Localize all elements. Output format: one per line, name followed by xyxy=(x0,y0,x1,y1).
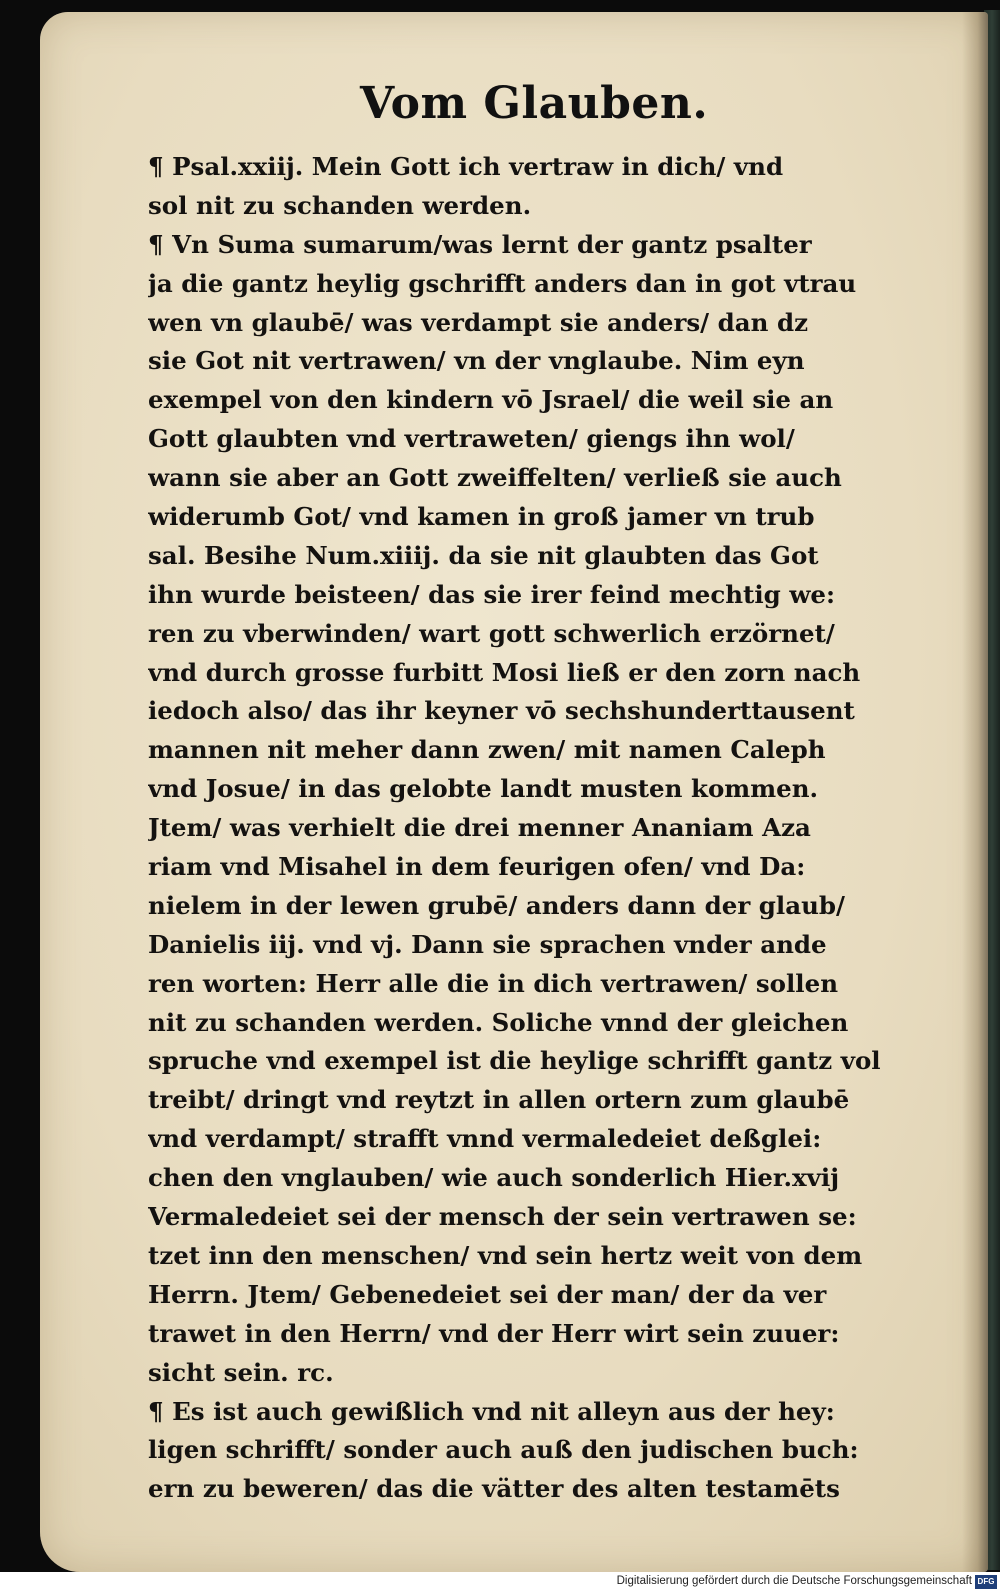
body-text xyxy=(148,148,928,1509)
text-line: spruche vnd exempel ist die heylige schrifft gantz vol xyxy=(148,1046,881,1076)
text-line: exempel von den kindern vō Jsrael/ die weil sie an xyxy=(148,385,834,415)
text-line: Herrn. Jtem/ Gebenedeiet sei der man/ der da ver xyxy=(148,1279,827,1309)
text-line: Danielis iij. vnd vj. Dann sie sprachen vnder ande xyxy=(148,929,827,959)
text-line: Gott glaubten vnd vertraweten/ giengs ihn wol/ xyxy=(148,424,795,454)
text-line: iedoch also/ das ihr keyner vō sechshunderttausent xyxy=(148,696,855,726)
text-line: widerumb Got/ vnd kamen in groß jamer vn trub xyxy=(148,502,815,532)
text-line: wann sie aber an Gott zweiffelten/ verließ sie auch xyxy=(148,463,842,493)
text-line: vnd durch grosse furbitt Mosi ließ er den zorn nach xyxy=(148,657,861,687)
text-line: ligen schrifft/ sonder auch auß den judischen buch: xyxy=(148,1435,859,1465)
page-gutter-shadow xyxy=(962,12,988,1572)
text-line: nit zu schanden werden. Soliche vnnd der gleichen xyxy=(148,1007,849,1037)
text-line: ¶ Psal.xxiij. Mein Gott ich vertraw in dich/ vnd xyxy=(148,152,784,181)
text-line: chen den vnglauben/ wie auch sonderlich Hier.xvij xyxy=(148,1163,840,1193)
footer-bar xyxy=(0,1572,1000,1594)
text-line: sicht sein. rc. xyxy=(148,1357,334,1387)
text-line: treibt/ dringt vnd reytzt in allen ortern zum glaubē xyxy=(148,1085,850,1115)
text-line: sal. Besihe Num.xiiij. da sie nit glaubten das Got xyxy=(148,540,819,570)
text-line: sie Got nit vertrawen/ vn der vnglaube. Nim eyn xyxy=(148,346,805,376)
text-line: ihn wurde beisteen/ das sie irer feind mechtig we: xyxy=(148,579,836,609)
text-line: ja die gantz heylig gschrifft anders dan in got vtrau xyxy=(148,268,857,298)
funding-credit: Digitalisierung gefördert durch die Deutsche Forschungsgemeinschaft xyxy=(616,1575,972,1587)
text-line: sol nit zu schanden werden. xyxy=(148,190,532,220)
dfg-logo-icon: DFG xyxy=(975,1575,997,1589)
text-line: ren worten: Herr alle die in dich vertrawen/ sollen xyxy=(148,968,839,998)
text-line: vnd verdampt/ strafft vnnd vermaledeiet deßglei: xyxy=(148,1124,822,1154)
text-line: nielem in der lewen grubē/ anders dann der glaub/ xyxy=(148,890,845,920)
text-line: Vermaledeiet sei der mensch der sein vertrawen se: xyxy=(148,1202,857,1232)
text-line: tzet inn den menschen/ vnd sein hertz weit von dem xyxy=(148,1240,863,1270)
text-line: wen vn glaubē/ was verdampt sie anders/ dan dz xyxy=(148,307,809,337)
text-line: ern zu beweren/ das die vätter des alten testamēts xyxy=(148,1474,840,1504)
text-line: trawet in den Herrn/ vnd der Herr wirt sein zuuer: xyxy=(148,1318,840,1348)
text-line: ren zu vberwinden/ wart gott schwerlich erzörnet/ xyxy=(148,618,835,648)
text-line: ¶ Vn Suma sumarum/was lernt der gantz psalter xyxy=(148,229,812,259)
text-line: mannen nit meher dann zwen/ mit namen Caleph xyxy=(148,735,826,765)
text-line: Jtem/ was verhielt die drei menner Ananiam Aza xyxy=(148,813,811,843)
text-line: riam vnd Misahel in dem feurigen ofen/ vnd Da: xyxy=(148,852,806,882)
text-line: vnd Josue/ in das gelobte landt musten kommen. xyxy=(148,774,819,804)
page-heading: Vom Glauben. xyxy=(360,78,709,129)
text-line: ¶ Es ist auch gewißlich vnd nit alleyn aus der hey: xyxy=(148,1396,835,1426)
